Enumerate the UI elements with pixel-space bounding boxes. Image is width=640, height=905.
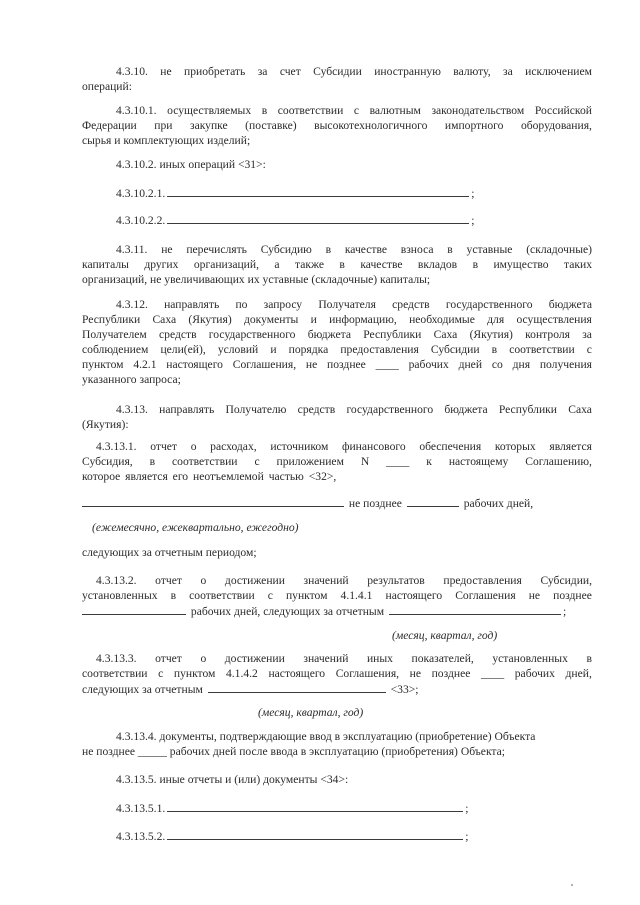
word: соответствии: [277, 104, 344, 117]
word: иностранную: [374, 65, 441, 78]
paragraph-4-3-13-1-line-3: которое является его неотъемлемой частью <32>,: [82, 470, 337, 483]
word: (Якутия): [188, 313, 232, 326]
word: не: [161, 243, 173, 256]
word: о: [200, 574, 207, 587]
item-4-3-10-2-1-label: 4.3.10.2.1.: [116, 187, 166, 200]
word: Соглашения,: [335, 667, 400, 680]
word: позднее: [327, 358, 366, 371]
word: настоящему: [448, 455, 509, 468]
paragraph-4-3-13-2-line-2: [82, 588, 592, 603]
word: закупке: [189, 119, 228, 132]
word: соответствии: [82, 667, 148, 680]
word: и: [270, 343, 277, 356]
paragraph-4-3-13-2-end: ;: [562, 605, 567, 618]
paragraph-4-3-13-line-2: (Якутия):: [82, 418, 129, 431]
item-4-3-10-2-2: [116, 212, 475, 228]
paragraph-4-3-13-2-line-1: [96, 573, 592, 588]
word: позднее: [553, 589, 592, 602]
word: при: [154, 119, 173, 132]
word: 4.3.13.3.: [96, 652, 137, 665]
word: ____: [386, 455, 410, 468]
item-4-3-13-5-2-end: ;: [465, 830, 469, 843]
paragraph-4-3-10-1-line-1: [116, 103, 592, 118]
word: за: [502, 65, 513, 78]
word: в: [491, 343, 498, 356]
word: источником: [270, 440, 329, 453]
word: является: [549, 440, 592, 453]
word: Саха: [433, 328, 458, 341]
word: 4.3.11.: [116, 243, 148, 256]
word: 4.3.10.: [116, 65, 148, 78]
paragraph-4-3-13-3-line-2: [82, 666, 592, 681]
scan-speck: [571, 884, 573, 886]
word: организаций,: [193, 258, 259, 271]
paragraph-4-3-13-line-1: [116, 402, 592, 417]
word: 4.3.13.1.: [96, 440, 137, 453]
word: со: [491, 358, 503, 371]
word: в: [261, 104, 268, 117]
word: расходах,: [210, 440, 257, 453]
blank-line: [407, 495, 459, 507]
period-hint: (месяц, квартал, год): [392, 629, 498, 642]
word: законодательством: [431, 104, 525, 117]
word: осуществляемых: [167, 104, 252, 117]
paragraph-4-3-12-line-4: [82, 342, 592, 357]
word: Получателем: [82, 328, 147, 341]
item-4-3-13-5-2-label: 4.3.13.5.2.: [116, 830, 166, 843]
word: дней: [458, 358, 483, 371]
word: иных: [366, 652, 393, 665]
word: государственного: [346, 403, 434, 416]
word: получения: [539, 358, 592, 371]
word: Российской: [534, 104, 592, 117]
word: Саха: [152, 313, 177, 326]
word: бюджета: [548, 298, 592, 311]
word: для: [487, 313, 505, 326]
word: предоставления: [443, 574, 522, 587]
item-4-3-10-2-2-label: 4.3.10.2.2.: [116, 214, 166, 227]
blank-line: [167, 212, 469, 224]
word: валютным: [369, 104, 421, 117]
blank-line: [82, 495, 344, 507]
word: не: [305, 358, 318, 371]
word: за: [582, 328, 592, 341]
word: перечислять: [186, 243, 247, 256]
word: за: [257, 65, 268, 78]
word: валюту,: [453, 65, 491, 78]
word: Соглашения,: [232, 358, 297, 371]
paragraph-4-3-13-2-line-3: [82, 603, 566, 619]
word: в: [447, 243, 453, 256]
word: средств: [159, 328, 197, 341]
paragraph-4-3-13-4-line-1: 4.3.13.4. документы, подтверждающие ввод в эксплуатацию (приобретение) Объекта: [116, 730, 536, 743]
paragraph-4-3-13-1-line-2: [82, 454, 592, 469]
working-days-following-label: рабочих дней, следующих за отчетным: [190, 605, 385, 618]
footnote-33: <33>;: [390, 683, 419, 696]
word: ____: [480, 667, 505, 680]
word: соответствии: [189, 589, 255, 602]
word: Субсидии: [430, 343, 480, 356]
word: Саха: [568, 403, 592, 416]
word: средств: [392, 298, 430, 311]
word: значений: [303, 652, 349, 665]
word: соответствии: [509, 343, 575, 356]
word: качестве: [344, 243, 387, 256]
word: Республики: [498, 403, 557, 416]
word: отчет: [155, 574, 182, 587]
word: с: [267, 589, 273, 602]
word: Федерации: [82, 119, 137, 132]
paragraph-4-3-13-4-line-2: не позднее _____ рабочих дней после ввода в эксплуатацию (приобретения) Объекта;: [82, 745, 505, 758]
word: достижении: [224, 652, 285, 665]
word: настоящего: [268, 667, 326, 680]
item-4-3-13-5-1-label: 4.3.13.5.1.: [116, 802, 166, 815]
word: соответствии: [172, 455, 238, 468]
word: по: [235, 298, 248, 311]
word: и: [310, 313, 317, 326]
paragraph-4-3-13-1-line-1: [96, 439, 592, 454]
word: Субсидии,: [540, 574, 592, 587]
word: пунктом: [285, 589, 328, 602]
word: порядка: [288, 343, 329, 356]
word: необходимые: [409, 313, 475, 326]
word: финансового: [341, 440, 406, 453]
word: в: [149, 455, 156, 468]
word: к: [426, 455, 432, 468]
word: Республики: [82, 313, 141, 326]
word: отчет: [150, 440, 178, 453]
word: в: [472, 258, 479, 271]
item-4-3-13-5-1: [116, 800, 469, 816]
word: настоящего: [166, 358, 223, 371]
word: 4.3.13.2.: [96, 574, 137, 587]
word: в: [339, 258, 345, 271]
word: (поставке): [245, 119, 297, 132]
word: Республики: [363, 328, 422, 341]
word: документы: [243, 313, 299, 326]
paragraph-4-3-12-line-3: [82, 327, 592, 342]
item-4-3-10-2-1: [116, 185, 475, 201]
word: государственного: [445, 298, 533, 311]
item-4-3-13-5-2: [116, 828, 469, 844]
word: не: [160, 65, 172, 78]
word: государственного: [208, 328, 296, 341]
word: в: [325, 243, 332, 256]
word: условий: [217, 343, 259, 356]
word: оборудования,: [520, 119, 592, 132]
word: с: [586, 343, 592, 356]
word: дней,: [565, 667, 592, 680]
word: в: [170, 589, 177, 602]
word: не: [409, 667, 421, 680]
word: отчет: [155, 652, 182, 665]
word: бюджета: [307, 328, 351, 341]
blank-line: [167, 185, 469, 197]
word: направлять: [164, 298, 220, 311]
word: достижении: [224, 574, 285, 587]
word: имущество: [493, 258, 549, 271]
word: таких: [564, 258, 592, 271]
word: а: [274, 258, 280, 271]
paragraph-4-3-12-line-1: [116, 297, 592, 312]
following-reporting-label: следующих за отчетным: [82, 683, 203, 696]
paragraph-4-3-13-3-line-3: [82, 681, 419, 697]
word: установленных: [82, 589, 158, 602]
word: высокотехнологичного: [314, 119, 428, 132]
word: осуществления: [516, 313, 592, 326]
paragraph-4-3-12-line-2: [82, 312, 592, 327]
word: средств: [297, 403, 336, 416]
blank-line: [208, 681, 386, 693]
word: результатов: [367, 574, 425, 587]
blank-line: [167, 800, 463, 812]
word: капиталы: [82, 258, 129, 271]
word: дня: [512, 358, 531, 371]
not-later-label: не позднее: [348, 497, 402, 510]
word: качестве: [360, 258, 403, 271]
word: Получателю: [225, 403, 287, 416]
word: предоставления: [340, 343, 419, 356]
word: с: [353, 104, 360, 117]
item-4-3-13-5-1-end: ;: [465, 802, 469, 815]
word: значений: [303, 574, 349, 587]
word: Субсидия,: [82, 455, 133, 468]
word: Субсидии: [313, 65, 362, 78]
paragraph-4-3-11-line-3: организаций, не увеличивающих их уставные (складочные) капиталы;: [82, 273, 431, 286]
paragraph-4-3-13-5: 4.3.13.5. иные отчеты и (или) документы <34>:: [116, 773, 349, 786]
word: исключением: [525, 65, 592, 78]
word: также: [295, 258, 324, 271]
blank-line: [82, 603, 186, 615]
word: 4.3.13.: [116, 403, 148, 416]
word: с: [254, 455, 260, 468]
word: бюджета: [444, 403, 488, 416]
blank-line: [167, 828, 463, 840]
word: N: [360, 455, 370, 468]
word: вкладов: [417, 258, 458, 271]
word: 4.1.4.2: [225, 667, 258, 680]
word: счет: [279, 65, 301, 78]
word: Соглашения: [455, 589, 516, 602]
paragraph-4-3-12-line-5: [82, 357, 592, 372]
paragraph-4-3-10-1-line-3: сырья и комплектующих изделий;: [82, 134, 251, 147]
word: соблюдением: [82, 343, 149, 356]
word: в: [586, 652, 592, 665]
word: Получателя: [318, 298, 376, 311]
word: Соглашению,: [525, 455, 592, 468]
word: позднее: [431, 667, 471, 680]
word: рабочих: [408, 358, 449, 371]
paragraph-4-3-10-2: 4.3.10.2. иных операций <31>:: [116, 158, 266, 171]
word: 4.3.12.: [116, 298, 148, 311]
word: которых: [494, 440, 536, 453]
paragraph-4-3-11-line-2: [82, 257, 592, 272]
word: пунктом: [173, 667, 216, 680]
blank-line: [389, 603, 561, 615]
periodicity-hint: (ежемесячно, ежеквартально, ежегодно): [92, 521, 299, 534]
paragraph-4-3-10-1-line-2: [82, 118, 592, 133]
paragraph-4-3-12-line-6: указанного запроса;: [82, 373, 181, 386]
word: настоящего: [385, 589, 443, 602]
word: взноса: [400, 243, 434, 256]
word: о: [190, 440, 197, 453]
word: приобретать: [184, 65, 246, 78]
paragraph-4-3-13-1-line-4: [82, 495, 533, 511]
word: цели(ей),: [160, 343, 206, 356]
word: ____: [375, 358, 399, 371]
word: (складочные): [526, 243, 592, 256]
word: контроля: [525, 328, 570, 341]
paragraph-4-3-11-line-1: [116, 242, 592, 257]
word: 4.1.4.1: [340, 589, 373, 602]
paragraph-4-3-13-3-line-1: [96, 651, 592, 666]
word: информацию,: [329, 313, 397, 326]
paragraph-4-3-13-1-line-6: следующих за отчетным периодом;: [82, 546, 257, 559]
item-4-3-10-2-2-end: ;: [471, 214, 475, 227]
word: обеспечения: [419, 440, 482, 453]
word: приложением: [276, 455, 344, 468]
word: запросу: [263, 298, 303, 311]
word: уставные: [466, 243, 513, 256]
word: 4.3.10.1.: [116, 104, 157, 117]
word: пунктом: [82, 358, 124, 371]
word: Субсидию: [260, 243, 312, 256]
word: направлять: [159, 403, 215, 416]
working-days-label: рабочих дней,: [463, 497, 534, 510]
paragraph-4-3-10-line-1: [116, 64, 592, 79]
word: не: [528, 589, 541, 602]
word: импортного: [444, 119, 504, 132]
word: рабочих: [514, 667, 555, 680]
item-4-3-10-2-1-end: ;: [471, 187, 475, 200]
period-hint: (месяц, квартал, год): [258, 706, 364, 719]
word: показателей,: [411, 652, 474, 665]
word: о: [200, 652, 207, 665]
word: с: [158, 667, 164, 680]
word: других: [144, 258, 179, 271]
word: установленных: [492, 652, 568, 665]
paragraph-4-3-10-line-2: операций:: [82, 80, 132, 93]
word: 4.2.1: [133, 358, 157, 371]
word: (Якутия): [469, 328, 513, 341]
